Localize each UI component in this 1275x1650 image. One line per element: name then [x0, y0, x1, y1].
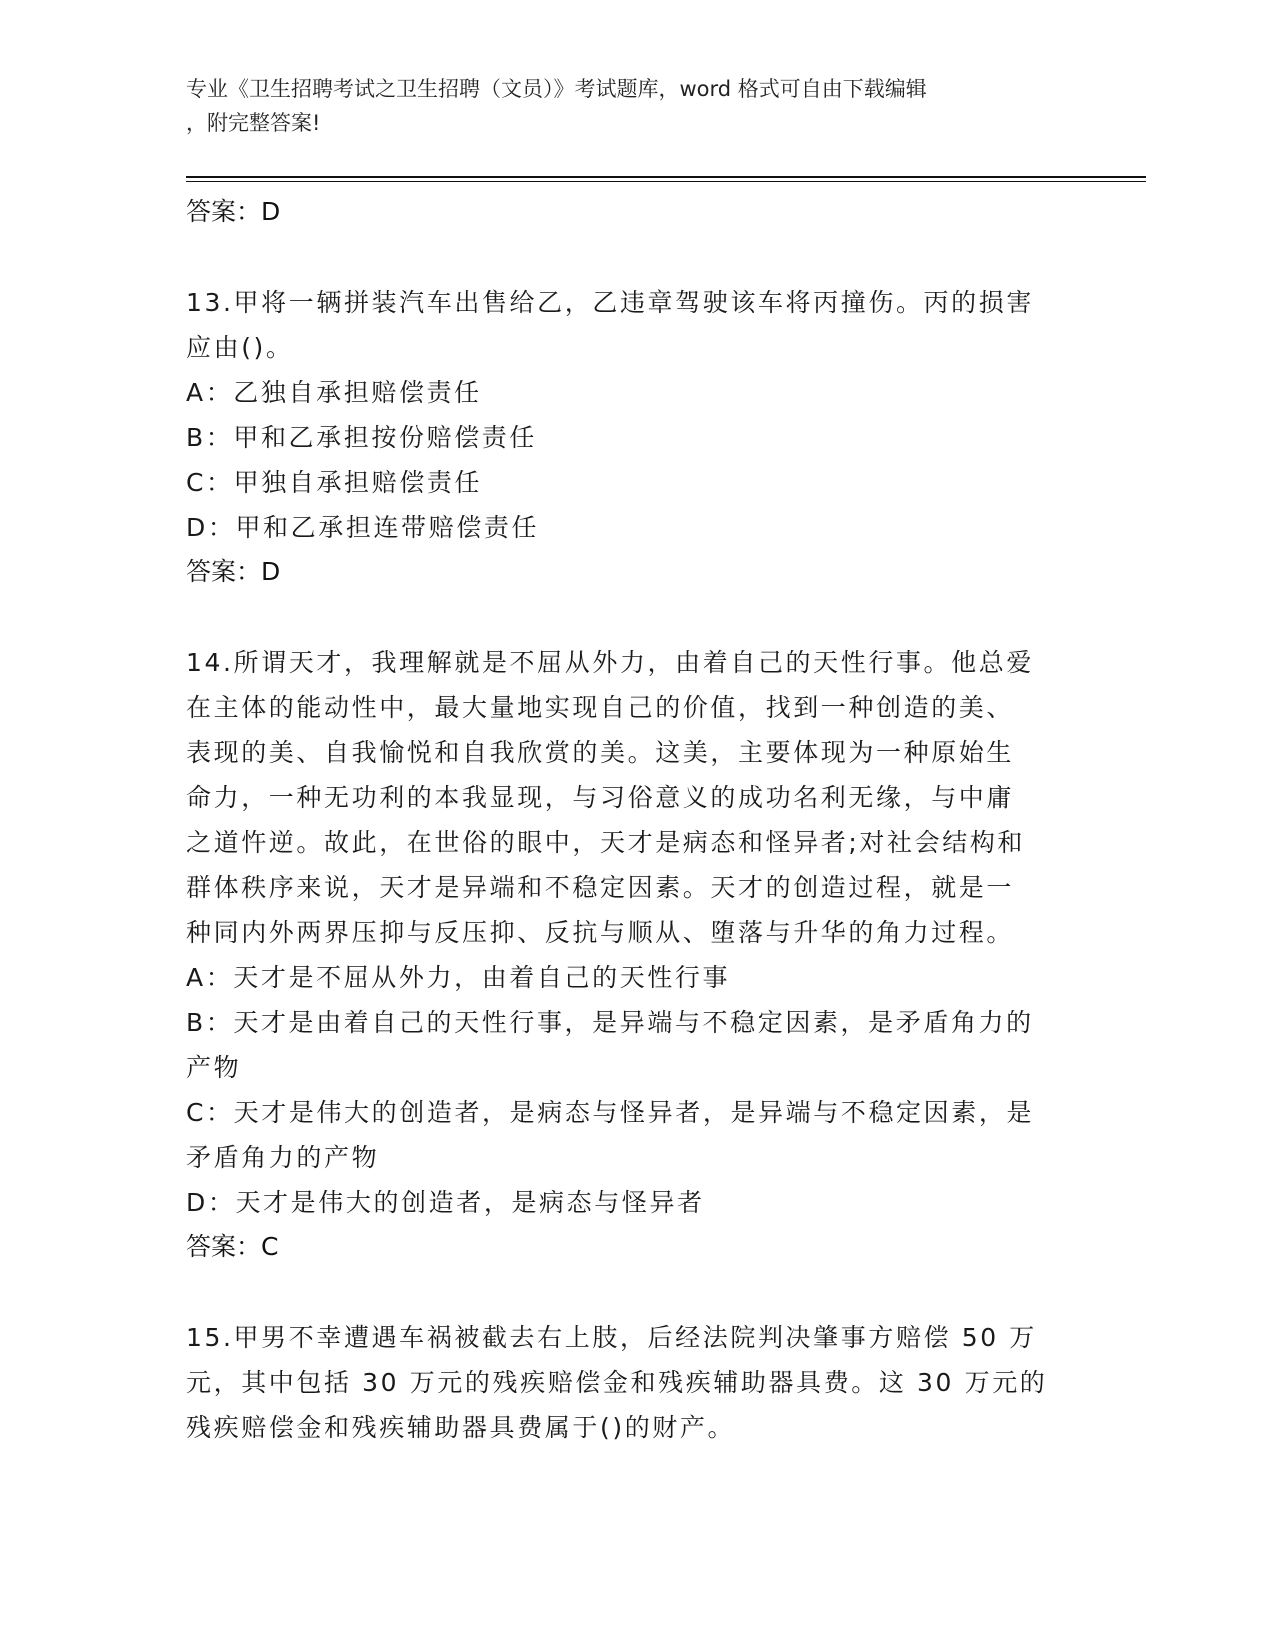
question-13: [186, 280, 1086, 594]
answer-13: 答案：D: [186, 557, 281, 586]
question-text-line: 种同内外两界压抑与反压抑、反抗与顺从、堕落与升华的角力过程。: [186, 918, 1015, 947]
option-a: A：天才是不屈从外力，由着自己的天性行事: [186, 963, 731, 992]
previous-answer: 答案：D: [186, 197, 281, 226]
option-b-continued: 产物: [186, 1053, 242, 1082]
question-content: [186, 190, 1086, 1450]
header-divider-thin: [186, 181, 1146, 182]
option-a: A：乙独自承担赔偿责任: [186, 378, 482, 407]
spacer: [186, 1269, 1086, 1315]
option-d: D：甲和乙承担连带赔偿责任: [186, 513, 540, 542]
question-text-line: 命力，一种无功利的本我显现，与习俗意义的成功名利无缘，与中庸: [186, 783, 1015, 812]
question-text-line: 15.甲男不幸遭遇车祸被截去右上肢，后经法院判决肇事方赔偿 50 万: [186, 1323, 1037, 1352]
option-c: C：甲独自承担赔偿责任: [186, 468, 483, 497]
question-text-line: 残疾赔偿金和残疾辅助器具费属于()的财产。: [186, 1413, 736, 1442]
question-text-line: 应由()。: [186, 333, 294, 362]
answer-14: 答案：C: [186, 1232, 279, 1261]
spacer: [186, 234, 1086, 280]
question-14: [186, 640, 1086, 1269]
question-text-line: 13.甲将一辆拼装汽车出售给乙，乙违章驾驶该车将丙撞伤。丙的损害: [186, 288, 1034, 317]
option-b: B：天才是由着自己的天性行事，是异端与不稳定因素，是矛盾角力的: [186, 1008, 1034, 1037]
option-b: B：甲和乙承担按份赔偿责任: [186, 423, 537, 452]
question-text-line: 表现的美、自我愉悦和自我欣赏的美。这美，主要体现为一种原始生: [186, 738, 1015, 767]
header-line-1: 专业《卫生招聘考试之卫生招聘（文员）》考试题库，word 格式可自由下载编辑: [186, 77, 927, 101]
option-c-continued: 矛盾角力的产物: [186, 1143, 380, 1172]
question-text-line: 14.所谓天才，我理解就是不屈从外力，由着自己的天性行事。他总爱: [186, 648, 1034, 677]
question-text-line: 在主体的能动性中，最大量地实现自己的价值，找到一种创造的美、: [186, 693, 1015, 722]
option-d: D：天才是伟大的创造者，是病态与怪异者: [186, 1188, 705, 1217]
spacer: [186, 594, 1086, 640]
question-text-line: 群体秩序来说，天才是异端和不稳定因素。天才的创造过程，就是一: [186, 873, 1015, 902]
header-line-2: ，附完整答案!: [186, 111, 321, 135]
question-text-line: 元，其中包括 30 万元的残疾赔偿金和残疾辅助器具费。这 30 万元的: [186, 1368, 1048, 1397]
header-divider-thick: [186, 176, 1146, 178]
question-text-line: 之道忤逆。故此，在世俗的眼中，天才是病态和怪异者;对社会结构和: [186, 828, 1026, 857]
question-15: [186, 1315, 1086, 1450]
document-header: [186, 72, 1086, 140]
option-c: C：天才是伟大的创造者，是病态与怪异者，是异端与不稳定因素，是: [186, 1098, 1035, 1127]
